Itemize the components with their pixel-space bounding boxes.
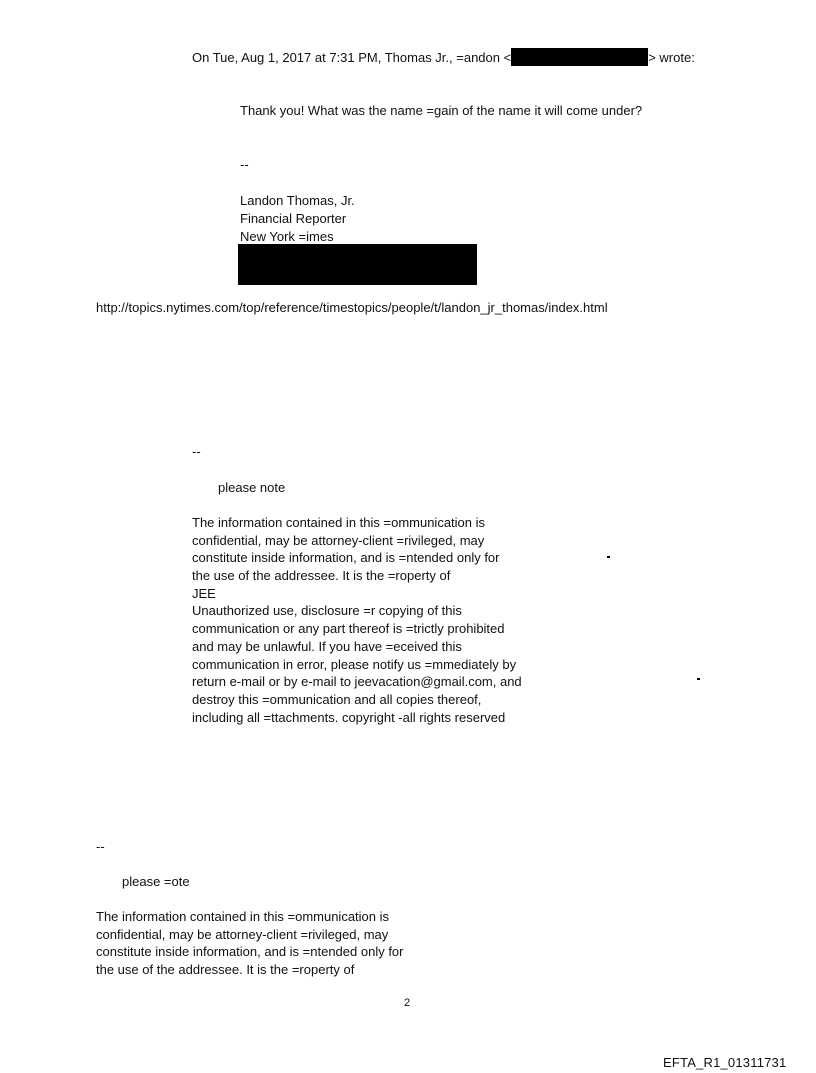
reply-header-prefix: On Tue, Aug 1, 2017 at 7:31 PM, Thomas Jr., =andon <	[192, 50, 512, 65]
disclaimer-1-body	[192, 514, 522, 726]
disclaimer-line: constitute inside information, and is =ntended only for	[192, 550, 500, 566]
disclaimer-line: the use of the addressee. It is the =roperty of	[192, 568, 451, 584]
document-id: EFTA_R1_01311731	[663, 1055, 787, 1070]
disclaimer-line: including all =ttachments. copyright -all rights reserved	[192, 709, 506, 725]
disclaimer-line: constitute inside information, and is =ntended only for	[96, 944, 404, 960]
disclaimer-line: and may be unlawful. If you have =eceived this	[192, 638, 462, 654]
disclaimer-line: the use of the addressee. It is the =roperty of	[96, 962, 355, 978]
reply-text: Thank you! What was the name =gain of the name it will come under?	[240, 103, 643, 118]
reply-header-suffix: > wrote:	[648, 50, 695, 65]
disclaimer-line: The information contained in this =ommunication is	[192, 515, 486, 530]
disclaimer-line: return e-mail or by e-mail to jeevacation@gmail.com, and	[192, 674, 522, 690]
scan-mark	[607, 556, 610, 558]
disclaimer-2-body	[96, 908, 404, 979]
disclaimer-1-separator: --	[192, 444, 201, 459]
disclaimer-line: confidential, may be attorney-client =rivileged, may	[192, 532, 485, 548]
disclaimer-line: Unauthorized use, disclosure =r copying of this	[192, 603, 462, 619]
disclaimer-line: The information contained in this =ommunication is	[96, 909, 390, 924]
signature-name: Landon Thomas, Jr.	[240, 193, 355, 208]
disclaimer-2-separator: --	[96, 839, 105, 854]
signature-separator: --	[240, 157, 249, 172]
disclaimer-line: JEE	[192, 585, 216, 601]
redacted-email	[511, 48, 648, 66]
disclaimer-1-note-label: please note	[218, 480, 286, 495]
signature-org: New York =imes	[240, 229, 334, 244]
disclaimer-2-note-label: please =ote	[122, 874, 190, 889]
disclaimer-line: destroy this =ommunication and all copies thereof,	[192, 691, 482, 707]
profile-url: http://topics.nytimes.com/top/reference/timestopics/people/t/landon_jr_thomas/index.html	[96, 300, 608, 315]
disclaimer-line: confidential, may be attorney-client =rivileged, may	[96, 926, 389, 942]
disclaimer-line: communication in error, please notify us =mmediately by	[192, 656, 517, 672]
scan-mark	[697, 678, 700, 680]
page-number: 2	[404, 997, 411, 1009]
signature-title: Financial Reporter	[240, 211, 347, 226]
disclaimer-line: communication or any part thereof is =trictly prohibited	[192, 621, 505, 637]
reply-header-line	[192, 48, 695, 67]
redaction-block	[238, 244, 477, 285]
